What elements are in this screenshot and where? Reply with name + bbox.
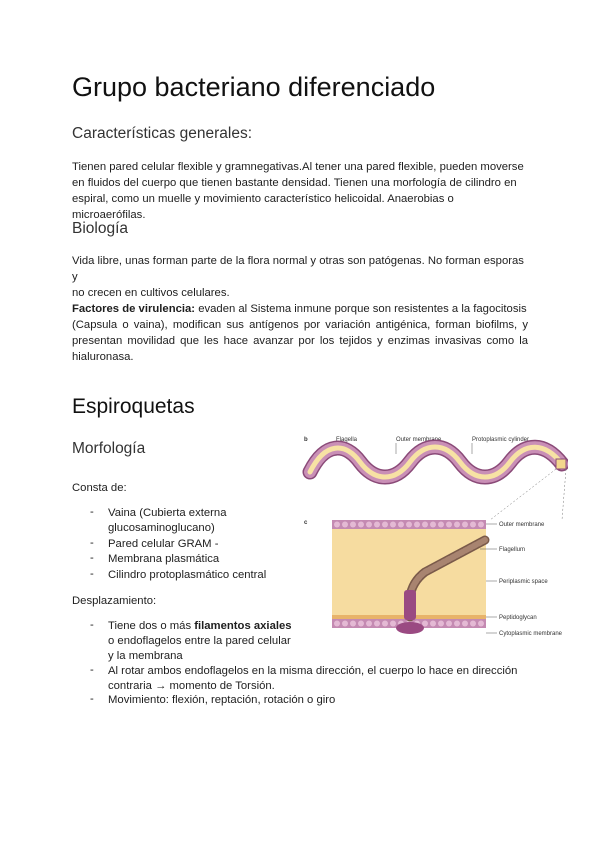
list-item: contraria → momento de Torsión. bbox=[108, 680, 275, 692]
text-line: no crecen en cultivos celulares. bbox=[72, 287, 230, 299]
label-flagella: Flagella bbox=[336, 437, 358, 443]
text-line: presentan movilidad que les hace avanzar por los tejidos y enzimas invasivas como la bbox=[72, 335, 528, 347]
label-outer-membrane: Outer membrane bbox=[396, 437, 442, 443]
bullet: - bbox=[90, 568, 94, 580]
bullet: - bbox=[90, 664, 94, 676]
list-item: Tiene dos o más filamentos axiales bbox=[108, 620, 292, 632]
bullet: - bbox=[90, 537, 94, 549]
text-line: Tienen pared celular flexible y gramnegativas.Al tener una pared flexible, pueden moverse bbox=[72, 161, 524, 173]
list-item: Vaina (Cubierta externa bbox=[108, 507, 227, 519]
panel-c-label: c bbox=[304, 520, 308, 526]
list-item: Membrana plasmática bbox=[108, 553, 220, 565]
heading-biologia: Biología bbox=[72, 220, 129, 237]
virulencia-label: Factores de virulencia: bbox=[72, 303, 196, 315]
label-periplasmic-space: Periplasmic space bbox=[499, 579, 548, 585]
bullet: - bbox=[90, 619, 94, 631]
panel-b-label: b bbox=[304, 437, 308, 443]
bullet: - bbox=[90, 552, 94, 564]
list-item: Pared celular GRAM - bbox=[108, 538, 219, 550]
text-line: Factores de virulencia: evaden al Sistema inmune porque son resistentes a la fagocitosis bbox=[72, 303, 527, 315]
text-line: en fluidos del cuerpo que tienen bastante densidad. Tienen una morfología de cilindro en bbox=[72, 177, 517, 189]
list-item: glucosaminoglucano) bbox=[108, 522, 215, 534]
label-protoplasmic-cylinder: Protoplasmic cylinder bbox=[472, 437, 530, 443]
section-labels bbox=[480, 522, 563, 637]
paragraph-caracteristicas bbox=[72, 159, 528, 223]
text-line: (Capsula o vaina), modifican sus antígenos por variación antigénica, forman biofilms, y bbox=[72, 319, 528, 331]
list-item: Cilindro protoplasmático central bbox=[108, 569, 267, 581]
spirochete-figure bbox=[300, 432, 568, 644]
label-peptidoglycan: Peptidoglycan bbox=[499, 615, 537, 621]
page-title: Grupo bacteriano diferenciado bbox=[72, 72, 436, 102]
label-outer-membrane-c: Outer membrane bbox=[499, 522, 545, 528]
list-item: y la membrana bbox=[108, 650, 183, 662]
list-item: o endoflagelos entre la pared celular bbox=[108, 635, 291, 647]
section-title-espiroquetas: Espiroquetas bbox=[72, 395, 195, 418]
spiral-body bbox=[310, 447, 566, 477]
text-line: espiral, como un muelle y movimiento característico helicoidal. Anaerobias o microaerófilas. bbox=[72, 193, 454, 221]
paragraph-biologia bbox=[72, 253, 528, 365]
consta-label: Consta de: bbox=[72, 482, 127, 494]
list-item: Movimiento: flexión, reptación, rotación o giro bbox=[108, 694, 336, 706]
desplazamiento-label: Desplazamiento: bbox=[72, 595, 157, 607]
text-line: hialuronasa. bbox=[72, 351, 134, 363]
text-line: Vida libre, unas forman parte de la flora normal y otras son patógenas. No forman esporas y bbox=[72, 255, 524, 283]
heading-morfologia: Morfología bbox=[72, 440, 146, 457]
heading-caracteristicas: Características generales: bbox=[72, 125, 253, 142]
bullet: - bbox=[90, 506, 94, 518]
label-flagellum: Flagellum bbox=[499, 547, 526, 553]
label-cytoplasmic-membrane: Cytoplasmic membrane bbox=[499, 631, 563, 637]
list-item: Al rotar ambos endoflagelos en la misma dirección, el cuerpo lo hace en dirección bbox=[108, 665, 518, 677]
bullet: - bbox=[90, 693, 94, 705]
